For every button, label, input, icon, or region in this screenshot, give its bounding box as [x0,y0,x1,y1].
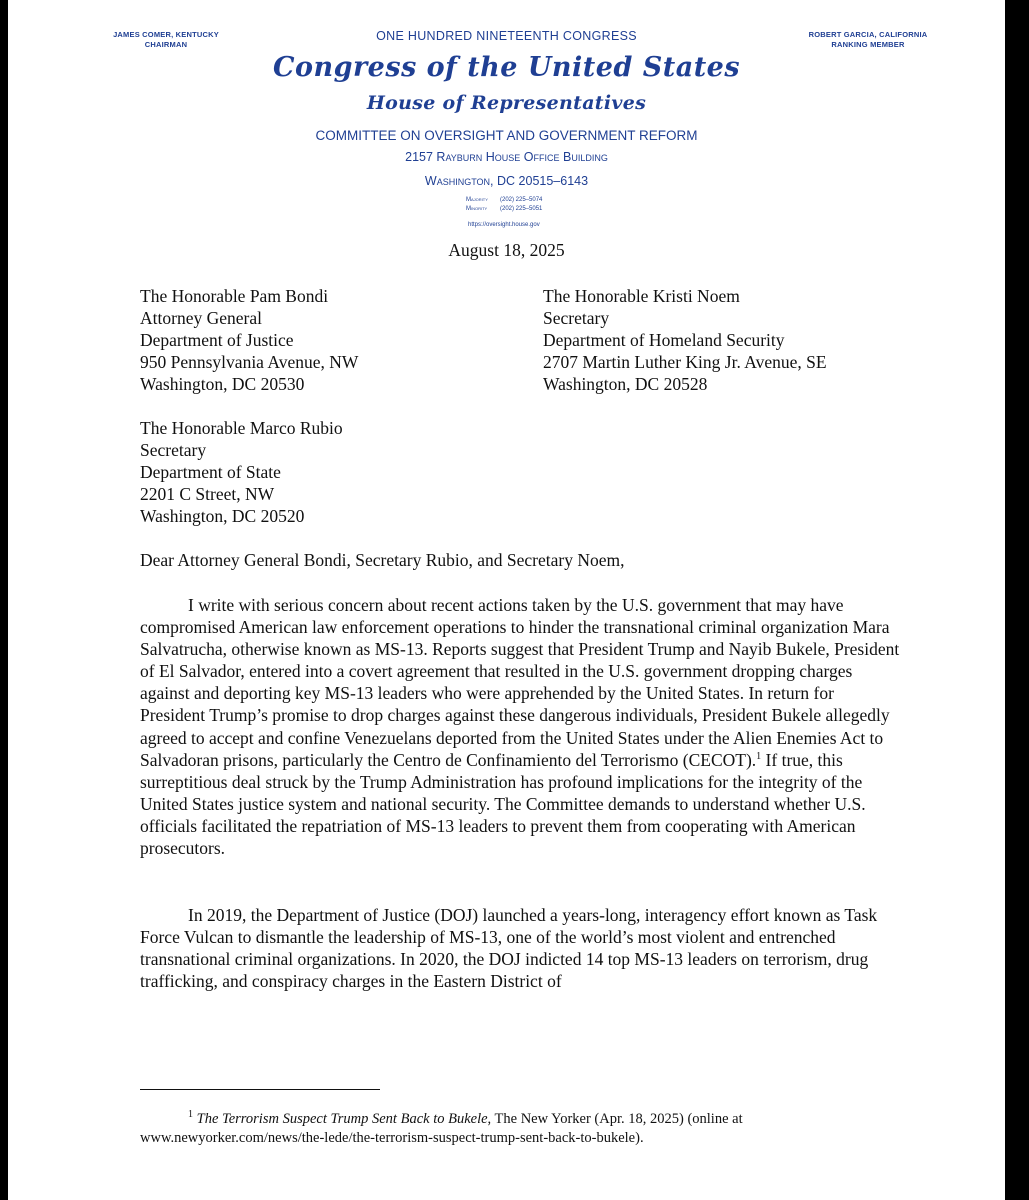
phone-numbers [466,196,542,213]
chairman-name: JAMES COMER, KENTUCKY [113,30,219,39]
minority-label: Minority [466,205,488,212]
address-line: The Honorable Pam Bondi [140,286,329,306]
recipient-address-bondi [140,285,358,395]
address-line: Department of Homeland Security [543,330,785,350]
recipient-address-noem [543,285,827,395]
address-line: Washington, DC 20520 [140,506,305,526]
letter-date: August 18, 2025 [448,240,565,260]
address-line: The Honorable Kristi Noem [543,286,740,306]
address-line: Department of Justice [140,330,294,350]
committee-name: COMMITTEE ON OVERSIGHT AND GOVERNMENT REFORM [315,128,698,143]
paragraph-text: If true, this surreptitious deal struck by the Trump Administration has profound implications for the integrity of the United States justice system and national security. The Committee demands to understand whether U.S. officials facilitated the repatriation of MS-13 leaders to prevent them from cooperating with American prosecutors. [140,749,866,859]
majority-label: Majority [466,197,488,203]
majority-phone: (202) 225–5074 [500,197,543,203]
footnote-divider [140,1089,380,1090]
footnote-reference: 1 [756,750,762,762]
chairman-title: CHAIRMAN [144,40,188,49]
minority-phone: (202) 225–5051 [500,205,543,212]
ranking-member-name: ROBERT GARCIA, CALIFORNIA [808,30,928,39]
house-title: House of Representatives [366,92,647,114]
footnote-article-title: The Terrorism Suspect Trump Sent Back to Bukele [196,1111,488,1127]
address-line: Secretary [140,440,207,460]
body-paragraph-2: In 2019, the Department of Justice (DOJ) launched a years-long, interagency effort known as Task Force Vulcan to dismantle the leadership of MS-13, one of the world’s most violent and entrenched transnational criminal organizations. In 2020, the DOJ indicted 14 top MS-13 leaders on terrorism, drug trafficking, and conspiracy charges in the Eastern District of [140,905,878,992]
address-line: Washington, DC 20530 [140,374,305,394]
address-line: The Honorable Marco Rubio [140,418,343,438]
paragraph-text: I write with serious concern about recent actions taken by the U.S. government that may have compromised American law enforcement operations to hinder the transnational criminal organization Mara Salvatrucha, otherwise known as MS-13. Reports suggest that President Trump and Nayib Bukele, President of El Salvador, entered into a covert agreement that resulted in the U.S. government dropping charges against and deporting key MS-13 leaders who were apprehended by the United States. In return for President Trump’s promise to drop charges against these dangerous individuals, President Bukele allegedly agreed to accept and confine Venezuelans deported from the United States under the Alien Enemies Act to Salvadoran prisons, particularly the Centro de Confinamiento del Terrorismo (CECOT). [140,595,900,770]
footnote-number: 1 [188,1109,193,1121]
address-line: 950 Pennsylvania Avenue, NW [140,352,359,372]
address-line: Washington, DC 20528 [543,374,708,394]
footnote-citation: , The New Yorker (Apr. 18, 2025) (online at www.newyorker.com/news/the-lede/the-terrorism-suspect-trump-sent-back-to-bukele). [140,1111,743,1146]
office-building: 2157 Rayburn House Office Building [405,150,608,164]
congress-title: Congress of the United States [272,52,741,83]
office-city: Washington, DC 20515–6143 [424,174,589,188]
address-line: Attorney General [140,308,262,328]
letter-page [8,0,1005,1200]
congress-number: ONE HUNDRED NINETEENTH CONGRESS [376,29,637,43]
committee-url: https://oversight.house.gov [468,222,540,228]
address-line: 2201 C Street, NW [140,484,275,504]
address-line: Department of State [140,462,281,482]
salutation: Dear Attorney General Bondi, Secretary Rubio, and Secretary Noem, [140,550,625,570]
body-paragraph-1 [140,594,900,859]
recipient-address-rubio [140,417,343,527]
ranking-member-title: RANKING MEMBER [831,40,905,49]
address-line: Secretary [543,308,610,328]
address-line: 2707 Martin Luther King Jr. Avenue, SE [543,352,827,372]
footnote [140,1110,900,1148]
